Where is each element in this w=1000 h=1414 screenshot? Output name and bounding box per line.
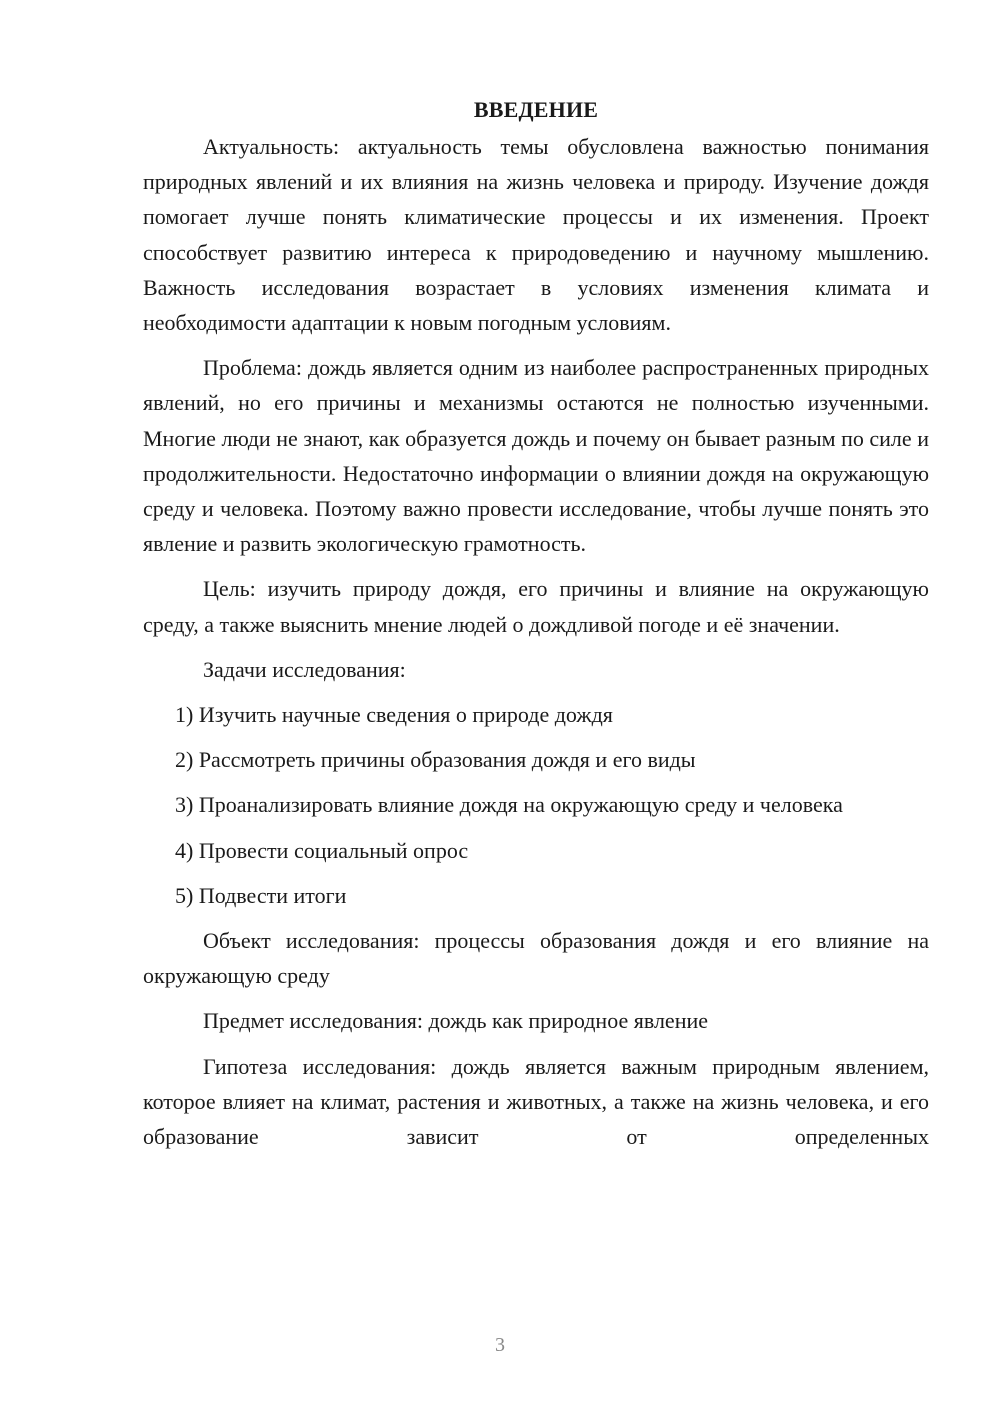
- task-item-4: 4) Провести социальный опрос: [175, 837, 469, 863]
- task-item-3: 3) Проанализировать влияние дождя на окружающую среду и человека: [175, 792, 843, 818]
- paragraph-relevance: Актуальность: актуальность темы обусловлена важностью понимания природных явлений и их влияния на жизнь человека и природу. Изучение дождя помогает лучше понять климатические процессы и их изменения. Проект способствует развитию интереса к природоведению и научному мышлению. Важность исследования возрастает в условиях изменения климата и необходимости адаптации к новым погодным условиям.: [143, 134, 929, 336]
- tasks-title: Задачи исследования:: [203, 656, 406, 682]
- paragraph-object: Объект исследования: процессы образования дождя и его влияние на окружающую среду: [143, 928, 929, 989]
- task-item-1: 1) Изучить научные сведения о природе дождя: [175, 702, 613, 728]
- paragraph-goal: Цель: изучить природу дождя, его причины и влияние на окружающую среду, а также выяснить мнение людей о дождливой погоде и её значении.: [143, 576, 929, 637]
- task-item-5: 5) Подвести итоги: [175, 882, 347, 908]
- paragraph-subject: Предмет исследования: дождь как природное явление: [203, 1008, 709, 1034]
- task-item-2: 2) Рассмотреть причины образования дождя и его виды: [175, 747, 696, 773]
- document-page: [143, 92, 929, 1164]
- paragraph-hypothesis: Гипотеза исследования: дождь является важным природным явлением, которое влияет на климат, растения и животных, а также на жизнь человека, и его образование зависит от определенных: [143, 1053, 929, 1150]
- section-heading: ВВЕДЕНИЕ: [473, 97, 599, 122]
- paragraph-problem: Проблема: дождь является одним из наиболее распространенных природных явлений, но его причины и механизмы остаются не полностью изученными. Многие люди не знают, как образуется дождь и почему он бывает разным по силе и продолжительности. Недостаточно информации о влиянии дождя на окружающую среду и человека. Поэтому важно провести исследование, чтобы лучше понять это явление и развить экологическую грамотность.: [143, 355, 929, 557]
- page-number: 3: [495, 1334, 505, 1356]
